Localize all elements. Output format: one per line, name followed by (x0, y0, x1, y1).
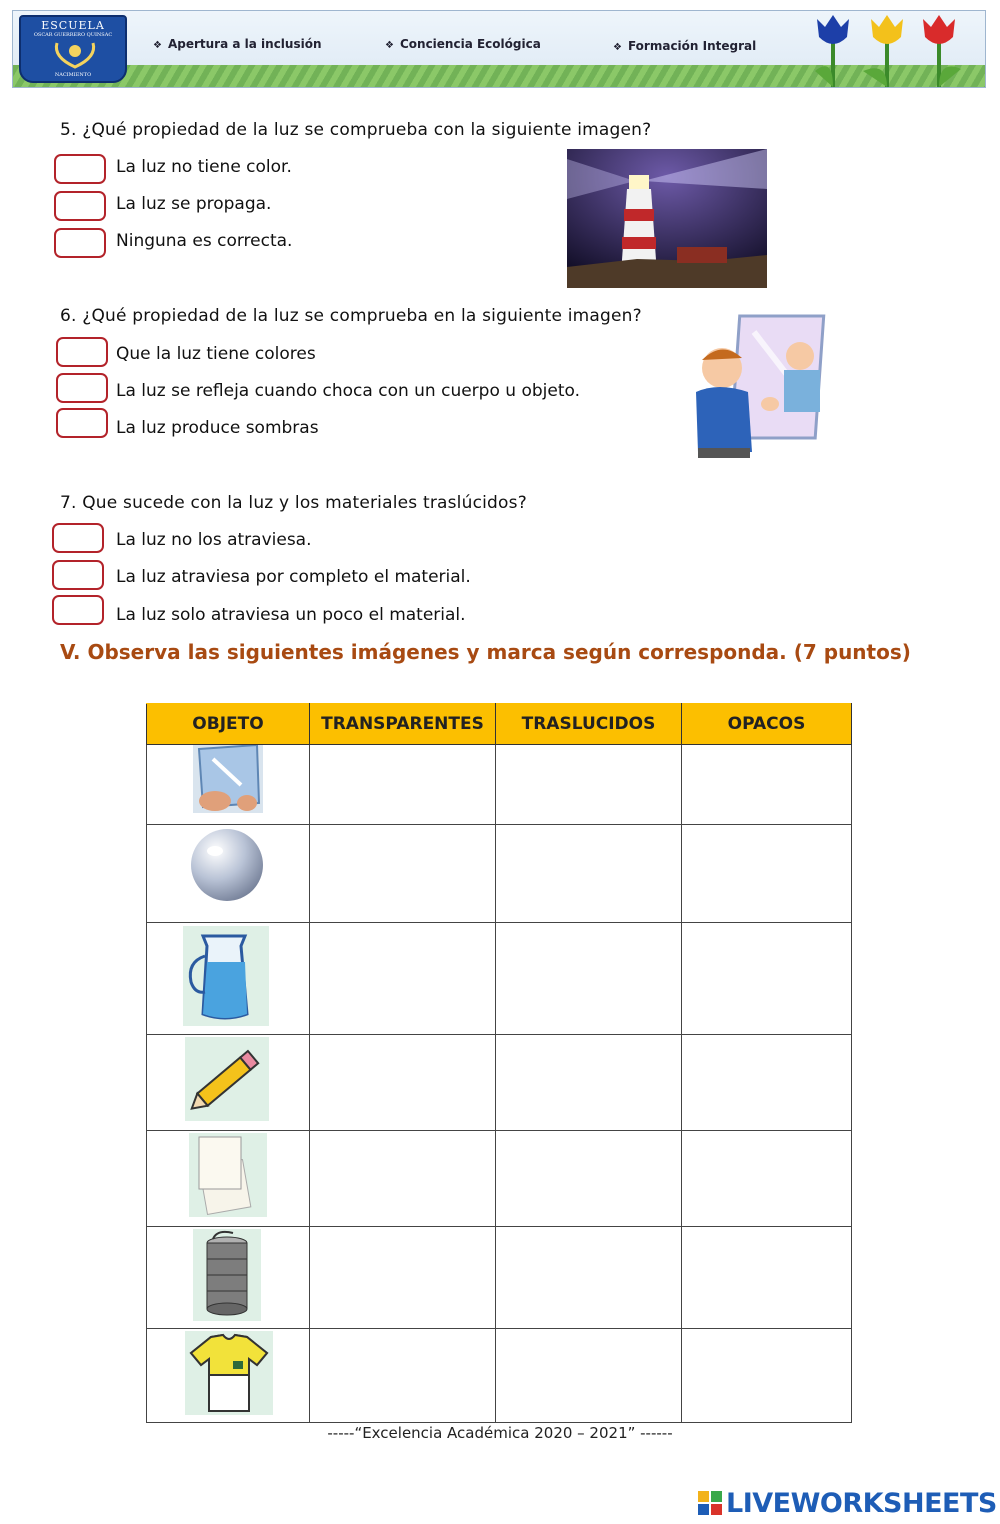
table-row (147, 825, 852, 923)
option-q6-1: Que la luz tiene colores (116, 344, 316, 364)
checkbox-q7-3[interactable] (52, 595, 104, 625)
laurel-icon (51, 39, 99, 69)
mark-cell-opacos[interactable] (682, 825, 852, 923)
table-header-row (147, 704, 852, 745)
table-row (147, 1329, 852, 1423)
checkbox-q5-3[interactable] (54, 228, 106, 258)
school-crest (19, 15, 127, 83)
header-opacos: OPACOS (682, 704, 852, 745)
checkbox-q5-1[interactable] (54, 154, 106, 184)
mark-cell-traslucidos[interactable] (496, 923, 682, 1035)
tin-can-icon (193, 1229, 261, 1321)
object-cell (147, 923, 310, 1035)
option-q5-2: La luz se propaga. (116, 194, 272, 214)
option-q6-2: La luz se refleja cuando choca con un cuerpo u objeto. (116, 381, 580, 401)
footer-text: -----“Excelencia Académica 2020 – 2021” ------ (327, 1424, 673, 1442)
header-banner (12, 10, 986, 88)
object-cell (147, 1035, 310, 1131)
mark-cell-transparentes[interactable] (310, 923, 496, 1035)
mark-cell-traslucidos[interactable] (496, 1227, 682, 1329)
mark-cell-transparentes[interactable] (310, 1035, 496, 1131)
checkbox-q7-1[interactable] (52, 523, 104, 553)
question-6: 6. ¿Qué propiedad de la luz se comprueba en la siguiente imagen? (60, 306, 642, 326)
pencil-icon (185, 1037, 269, 1121)
header-transparentes: TRANSPARENTES (310, 704, 496, 745)
option-q7-1: La luz no los atraviesa. (116, 530, 312, 550)
question-7: 7. Que sucede con la luz y los materiales traslúcidos? (60, 493, 527, 513)
checkbox-q6-2[interactable] (56, 373, 108, 403)
mark-cell-transparentes[interactable] (310, 1329, 496, 1423)
mark-cell-traslucidos[interactable] (496, 1329, 682, 1423)
mark-cell-transparentes[interactable] (310, 825, 496, 923)
mark-cell-opacos[interactable] (682, 923, 852, 1035)
mark-cell-opacos[interactable] (682, 1035, 852, 1131)
t-shirt-icon (185, 1331, 273, 1415)
option-q7-2: La luz atraviesa por completo el material. (116, 567, 471, 587)
mark-cell-transparentes[interactable] (310, 1227, 496, 1329)
option-q6-3: La luz produce sombras (116, 418, 319, 438)
mark-cell-transparentes[interactable] (310, 1131, 496, 1227)
mark-cell-traslucidos[interactable] (496, 825, 682, 923)
table-row (147, 923, 852, 1035)
lighthouse-image (567, 149, 767, 288)
mark-cell-traslucidos[interactable] (496, 745, 682, 825)
header-objeto: OBJETO (147, 704, 310, 745)
table-row (147, 1035, 852, 1131)
crystal-ball-icon (187, 827, 269, 901)
liveworksheets-logo-icon (698, 1491, 722, 1515)
classification-table (146, 703, 852, 1423)
paper-sheets-icon (189, 1133, 267, 1217)
object-cell (147, 1227, 310, 1329)
motto-2: ❖ Conciencia Ecológica (385, 37, 541, 51)
question-5: 5. ¿Qué propiedad de la luz se comprueba con la siguiente imagen? (60, 120, 652, 140)
glass-pane-icon (193, 745, 263, 813)
mark-cell-opacos[interactable] (682, 1131, 852, 1227)
section-v-title: V. Observa las siguientes imágenes y marca según corresponda. (7 puntos) (60, 640, 911, 664)
option-q5-1: La luz no tiene color. (116, 157, 292, 177)
mark-cell-opacos[interactable] (682, 1329, 852, 1423)
boy-mirror-image (688, 312, 830, 460)
checkbox-q7-2[interactable] (52, 560, 104, 590)
liveworksheets-brand[interactable]: LIVEWORKSHEETS (726, 1488, 997, 1519)
table-row (147, 1227, 852, 1329)
object-cell (147, 1131, 310, 1227)
mark-cell-traslucidos[interactable] (496, 1131, 682, 1227)
object-cell (147, 745, 310, 825)
option-q7-3: La luz solo atraviesa un poco el material. (116, 605, 466, 625)
checkbox-q6-1[interactable] (56, 337, 108, 367)
tulips-icon (803, 11, 983, 87)
school-name-line2: OSCAR GUERRERO QUINSAC (33, 32, 113, 38)
mark-cell-opacos[interactable] (682, 745, 852, 825)
school-name-line3: NACIMIENTO (54, 72, 92, 78)
school-name-line1: ESCUELA (41, 19, 105, 32)
checkbox-q5-2[interactable] (54, 191, 106, 221)
motto-3: ❖ Formación Integral (613, 39, 757, 53)
mark-cell-transparentes[interactable] (310, 745, 496, 825)
water-jug-icon (183, 926, 269, 1026)
object-cell (147, 1329, 310, 1423)
table-row (147, 745, 852, 825)
object-cell (147, 825, 310, 923)
header-traslucidos: TRASLUCIDOS (496, 704, 682, 745)
mark-cell-opacos[interactable] (682, 1227, 852, 1329)
option-q5-3: Ninguna es correcta. (116, 231, 293, 251)
motto-1: ❖ Apertura a la inclusión (153, 37, 322, 51)
mark-cell-traslucidos[interactable] (496, 1035, 682, 1131)
table-row (147, 1131, 852, 1227)
checkbox-q6-3[interactable] (56, 408, 108, 438)
